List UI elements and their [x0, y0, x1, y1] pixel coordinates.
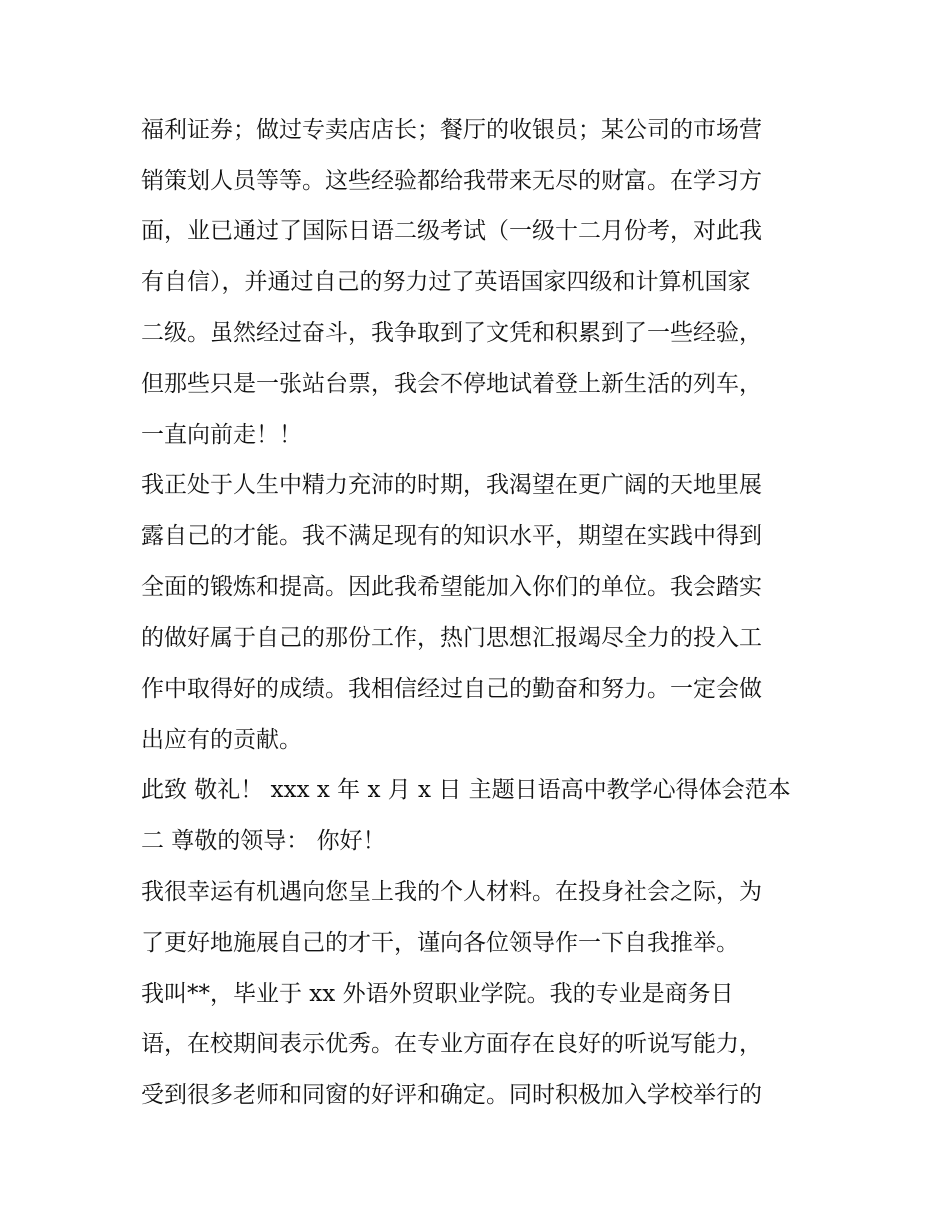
- text-line: 露自己的才能。我不满足现有的知识水平，期望在实践中得到: [141, 523, 762, 549]
- text-line: 全面的锻炼和提高。因此我希望能加入你们的单位。我会踏实: [141, 574, 762, 600]
- text-line: 二 尊敬的领导： 你好！: [141, 828, 386, 854]
- text-line: 但那些只是一张站台票，我会不停地试着登上新生活的列车，: [141, 371, 762, 397]
- text-line: 我正处于人生中精力充沛的时期，我渴望在更广阔的天地里展: [141, 472, 762, 498]
- text-line: 福利证券；做过专卖店店长；餐厅的收银员；某公司的市场营: [141, 117, 762, 143]
- text-line: 作中取得好的成绩。我相信经过自己的勤奋和努力。一定会做: [141, 676, 762, 702]
- text-line: 有自信），并通过自己的努力过了英语国家四级和计算机国家: [141, 269, 751, 295]
- text-line: 语，在校期间表示优秀。在专业方面存在良好的听说写能力，: [141, 1031, 762, 1057]
- text-line: 的做好属于自己的那份工作，热门思想汇报竭尽全力的投入工: [141, 625, 762, 651]
- text-line: 此致 敬礼！ xxx x 年 x 月 x 日 主题日语高中教学心得体会范本: [141, 777, 791, 803]
- text-line: 我很幸运有机遇向您呈上我的个人材料。在投身社会之际，为: [141, 879, 762, 905]
- text-line: 销策划人员等等。这些经验都给我带来无尽的财富。在学习方: [141, 168, 762, 194]
- text-line: 二级。虽然经过奋斗，我争取到了文凭和积累到了一些经验，: [141, 320, 762, 346]
- text-line: 出应有的贡献。: [141, 727, 302, 753]
- text-line: 面，业已通过了国际日语二级考试（一级十二月份考，对此我: [141, 218, 762, 244]
- text-line: 我叫**，毕业于 xx 外语外贸职业学院。我的专业是商务日: [141, 981, 734, 1007]
- text-line: 了更好地施展自己的才干，谨向各位领导作一下自我推举。: [141, 930, 739, 956]
- text-line: 受到很多老师和同窗的好评和确定。同时积极加入学校举行的: [141, 1082, 762, 1108]
- text-line: 一直向前走！！: [141, 422, 302, 448]
